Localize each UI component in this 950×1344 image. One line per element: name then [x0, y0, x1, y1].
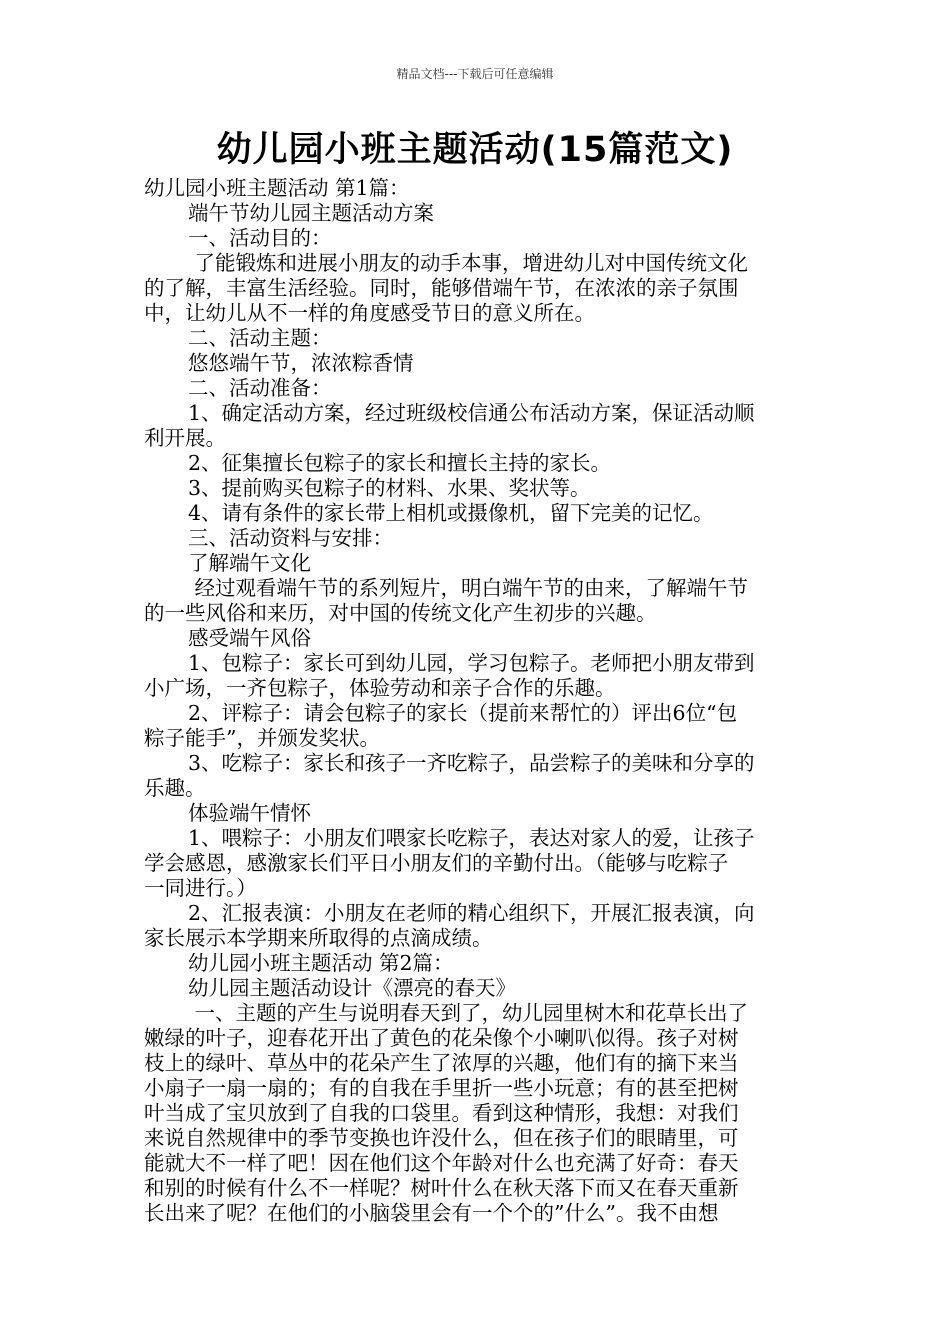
text-line: 2、汇报表演：小朋友在老师的精心组织下，开展汇报表演，向: [188, 901, 755, 925]
text-line: 长出来了呢？在他们的小脑袋里会有一个个的”什么”。我不由想: [144, 1201, 719, 1225]
text-line: 一、活动目的：: [188, 226, 332, 250]
text-line: 3、提前购买包粽子的材料、水果、奖状等。: [188, 476, 591, 500]
text-line: 嫩绿的叶子，迎春花开出了黄色的花朵像个小喇叭似得。孩子对树: [144, 1026, 739, 1050]
text-line: 1、包粽子：家长可到幼儿园，学习包粽子。老师把小朋友带到: [188, 651, 755, 675]
text-line: 悠悠端午节，浓浓粽香情: [188, 351, 414, 375]
page-header: 精品文档---下载后可任意编辑: [396, 67, 554, 81]
text-line: 幼儿园小班主题活动 第1篇：: [144, 176, 410, 200]
text-line: 和别的时候有什么不一样呢？树叶什么在秋天落下而又在春天重新: [144, 1176, 739, 1200]
text-line: 一同进行。）: [144, 876, 257, 900]
text-line: 能就大不一样了吧！因在他们这个年龄对什么也充满了好奇：春天: [144, 1151, 739, 1175]
text-line: 1、喂粽子：小朋友们喂家长吃粽子，表达对家人的爱，让孩子: [188, 826, 755, 850]
text-line: 4、请有条件的家长带上相机或摄像机，留下完美的记忆。: [188, 501, 714, 525]
text-line: 体验端午情怀: [188, 801, 311, 825]
text-line: 端午节幼儿园主题活动方案: [188, 201, 434, 225]
text-line: 感受端午风俗: [188, 626, 311, 650]
text-line: 利开展。: [144, 426, 226, 450]
text-line: 1、确定活动方案，经过班级校信通公布活动方案，保证活动顺: [188, 401, 755, 425]
text-line: 来说自然规律中的季节变换也许没什么，但在孩子们的眼睛里，可: [144, 1126, 739, 1150]
text-line: 二、活动准备：: [188, 376, 332, 400]
text-line: 幼儿园主题活动设计《漂亮的春天》: [188, 976, 516, 1000]
text-line: 经过观看端午节的系列短片，明白端午节的由来，了解端午节: [188, 576, 749, 600]
text-line: 三、活动资料与安排：: [188, 526, 393, 550]
text-line: 乐趣。: [144, 776, 206, 800]
text-line: 了解端午文化: [188, 551, 311, 575]
text-line: 中，让幼儿从不一样的角度感受节日的意义所在。: [144, 301, 595, 325]
text-line: 3、吃粽子：家长和孩子一齐吃粽子，品尝粽子的美味和分享的: [188, 751, 755, 775]
text-line: 二、活动主题：: [188, 326, 332, 350]
text-line: 家长展示本学期来所取得的点滴成绩。: [144, 926, 493, 950]
text-line: 一、主题的产生与说明春天到了，幼儿园里树木和花草长出了: [188, 1001, 749, 1025]
text-line: 2、评粽子：请会包粽子的家长（提前来帮忙的）评出6位“包: [188, 701, 738, 725]
text-line: 的一些风俗和来历，对中国的传统文化产生初步的兴趣。: [144, 601, 657, 625]
text-line: 了能锻炼和进展小朋友的动手本事，增进幼儿对中国传统文化: [188, 251, 749, 275]
document-title: 幼儿园小班主题活动(15篇范文): [216, 130, 734, 170]
document-body: [144, 176, 810, 1226]
text-line: 叶当成了宝贝放到了自我的口袋里。看到这种情形，我想：对我们: [144, 1101, 739, 1125]
text-line: 枝上的绿叶、草丛中的花朵产生了浓厚的兴趣，他们有的摘下来当: [144, 1051, 739, 1075]
text-line: 2、征集擅长包粽子的家长和擅长主持的家长。: [188, 451, 612, 475]
text-line: 小广场，一齐包粽子，体验劳动和亲子合作的乐趣。: [144, 676, 616, 700]
text-line: 的了解，丰富生活经验。同时，能够借端午节，在浓浓的亲子氛围: [144, 276, 739, 300]
text-line: 幼儿园小班主题活动 第2篇：: [188, 951, 454, 975]
text-line: 小扇子一扇一扇的；有的自我在手里折一些小玩意；有的甚至把树: [144, 1076, 739, 1100]
text-line: 粽子能手”，并颁发奖状。: [144, 726, 380, 750]
text-line: 学会感恩，感激家长们平日小朋友们的辛勤付出。（能够与吃粽子: [144, 851, 729, 875]
